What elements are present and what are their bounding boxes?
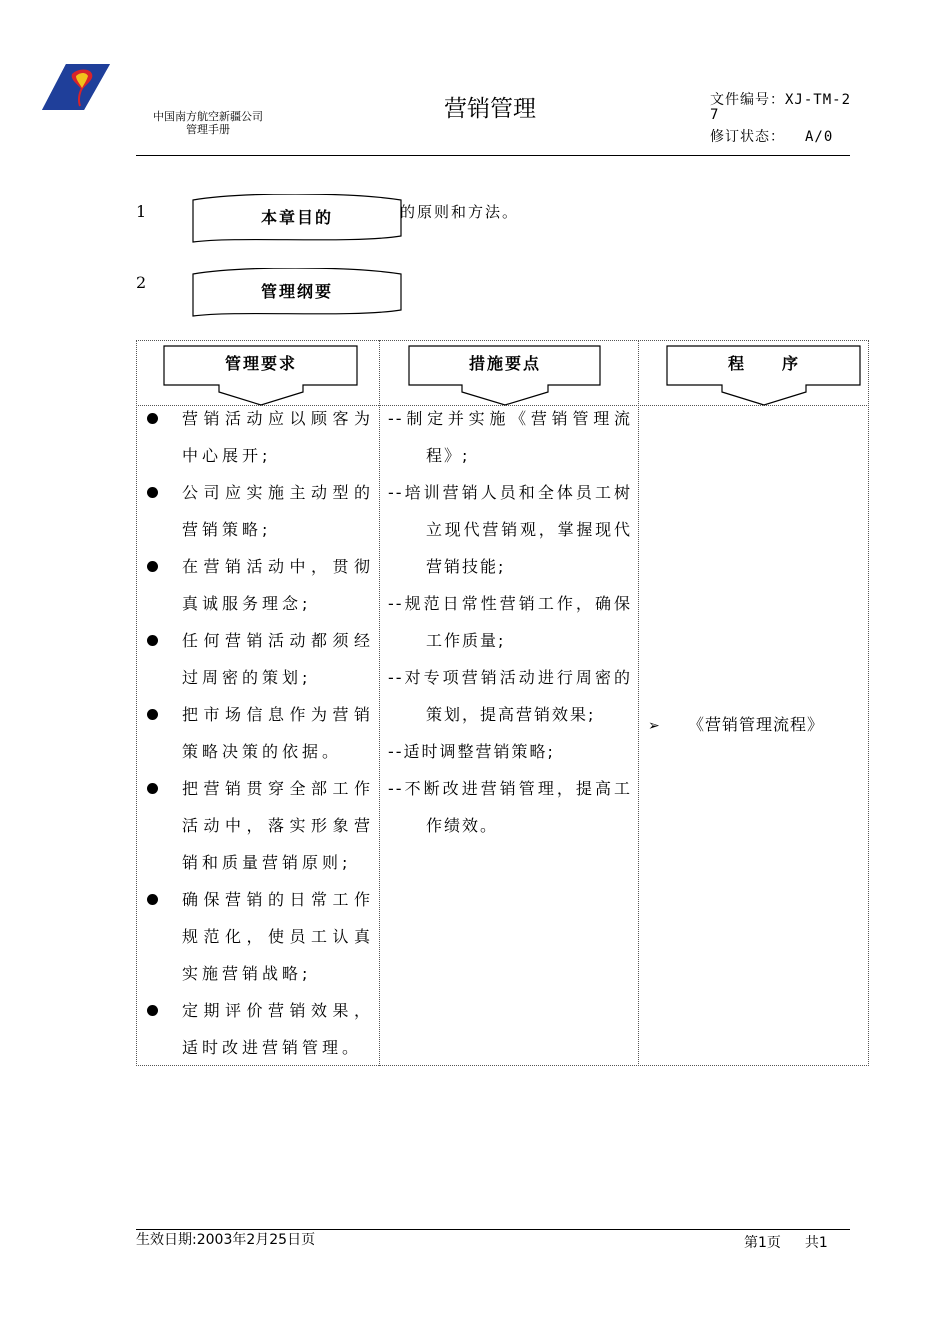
page-number: 第1页 [744,1235,781,1251]
column-divider [379,340,380,1066]
section-title: 本章目的 [260,208,333,227]
column-header-procedure [666,345,862,411]
procedure-link: 《营销管理流程》 [688,715,825,734]
bullet-icon [147,709,158,720]
list-item: 把市场信息作为营销策略决策的依据。 [144,696,374,770]
list-item: --对专项营销活动进行周密的策划，提高营销效果; [388,668,632,724]
column-header-label: 管理要求 [224,354,297,373]
page-info [744,1232,828,1252]
list-item: --不断改进营销管理，提高工作绩效。 [388,779,632,835]
bullet-icon [147,1005,158,1016]
list-item: 营销活动应以顾客为中心展开; [144,400,374,474]
section-text: 的原则和方法。 [400,203,520,221]
arrow-bullet-icon: ➢ [648,718,661,734]
column-divider [638,340,639,1066]
list-item: 在营销活动中，贯彻真诚服务理念; [144,548,374,622]
header-divider [136,155,850,156]
list-item: 任何营销活动都须经过周密的策划; [144,622,374,696]
list-item: 公司应实施主动型的营销策略; [144,474,374,548]
section-banner [190,268,404,320]
section-number: 2 [136,273,147,292]
company-block [138,110,278,136]
section-banner [190,194,404,246]
company-name: 中国南方航空新疆公司 [153,110,263,123]
page-total: 共1 [804,1235,828,1251]
company-logo [42,64,112,112]
list-item: --适时调整营销策略; [388,742,555,761]
list-item: 确保营销的日常工作规范化，使员工认真实施营销战略; [144,881,374,992]
bullet-icon [147,783,158,794]
bullet-icon [147,487,158,498]
bullet-icon [147,413,158,424]
page-title: 营销管理 [444,96,536,122]
bullet-icon [147,894,158,905]
section-number: 1 [136,202,147,221]
list-item: 定期评价营销效果，适时改进营销管理。 [144,992,374,1066]
manual-name: 管理手册 [186,123,230,136]
column-header-label: 措施要点 [468,354,541,373]
section-title: 管理纲要 [260,282,333,301]
effective-date: 生效日期:2003年2月25日页 [136,1232,316,1248]
footer-divider [136,1229,850,1230]
column-header-label: 程 序 [727,354,800,373]
list-item: 把营销贯穿全部工作活动中，落实形象营销和质量营销原则; [144,770,374,881]
revision-value: A/0 [805,129,834,145]
revision-status [710,126,833,146]
measures-list [388,400,632,844]
document-number: 文件编号：XJ-TM-27 [710,92,852,123]
list-item: --培训营销人员和全体员工树立现代营销观，掌握现代营销技能; [388,483,632,576]
procedure-item [648,712,824,735]
revision-label: 修订状态： [710,129,785,145]
bullet-icon [147,635,158,646]
requirements-list [144,400,374,1066]
list-item: --规范日常性营销工作，确保工作质量; [388,594,632,650]
bullet-icon [147,561,158,572]
list-item: --制定并实施《营销管理流程》; [388,409,632,465]
